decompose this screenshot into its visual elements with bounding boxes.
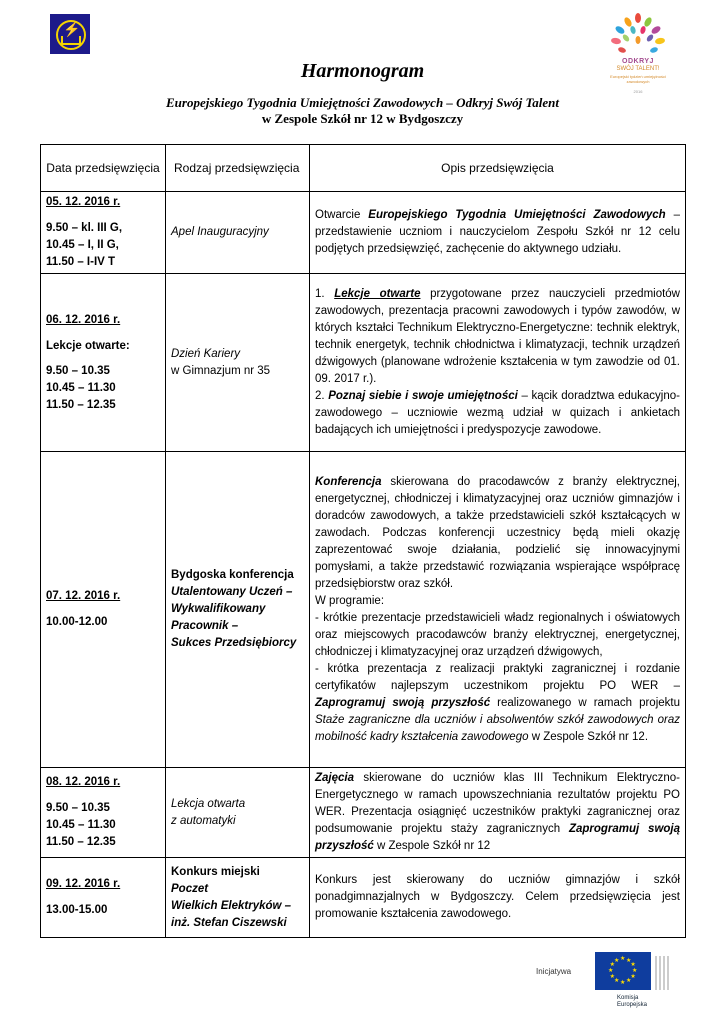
time-slot: 13.00-15.00	[46, 904, 108, 916]
header-date: Data przedsięwzięcia	[41, 145, 166, 192]
table-row	[41, 274, 686, 452]
desc-text: realizowanego w ramach projektu	[490, 696, 680, 709]
description-cell	[310, 274, 686, 452]
event-type: Dzień Kariery	[171, 347, 241, 360]
desc-text: 2.	[315, 390, 329, 402]
eu-star-icon: ★	[609, 974, 615, 980]
event-type: Bydgoska konferencja	[171, 569, 294, 581]
desc-text: skierowana do pracodawców z branży elektrycznej, energetycznej, chłodniczej i klimatyzacyjnej oraz uczniów gimnazjów i doradców zawodowych, a także przedstawicieli szkół kształcących w zawodach. Podczas konferencji uczestnicy będą mieli okazję zaprezentować swoje działania, podzielić się innowacyjnymi pomysłami, a także przedstawić rozwiązania wspierające współpracę przedsiębiorstw oraz szkół.	[315, 475, 680, 590]
eu-star-icon: ★	[614, 957, 620, 964]
description-cell	[310, 858, 686, 938]
event-type: Wykwalifikowany	[171, 603, 266, 615]
header-description: Opis przedsięwzięcia	[310, 145, 686, 192]
table-row	[41, 858, 686, 938]
description-cell	[310, 768, 686, 858]
time-slot: 11.50 – I-IV T	[46, 256, 116, 268]
time-slot: 10.45 – 11.30	[46, 819, 116, 831]
time-slot: 9.50 – 10.35	[46, 364, 110, 377]
type-cell	[166, 858, 310, 938]
desc-emphasis: Lekcje otwarte	[334, 288, 421, 300]
date-cell	[41, 858, 166, 938]
school-logo	[50, 14, 90, 54]
petals-icon	[598, 8, 678, 58]
odkryj-line2: SWÓJ TALENT!	[616, 66, 660, 72]
time-slot: 11.50 – 12.35	[46, 398, 116, 411]
lessons-label: Lekcje otwarte:	[46, 339, 130, 352]
desc-text: skierowane do uczniów klas III Technikum Elektryczno-Energetycznego w ramach upowszechniania rezultatów projektu PO WER. Prezentacja osiągnięć uczestników praktyki zagranicznej oraz podsumowanie projektu staży zagranicznych	[315, 772, 680, 835]
event-date: 06. 12. 2016 r.	[46, 313, 121, 326]
header-type: Rodzaj przedsięwzięcia	[166, 145, 310, 192]
event-type: w Gimnazjum nr 35	[171, 364, 271, 377]
desc-text: Otwarcie	[315, 209, 369, 221]
odkryj-line3: Europejski tydzień umiejętności zawodowych	[610, 74, 666, 84]
odkryj-year: 2016	[633, 89, 643, 94]
event-type: Lekcja otwarta	[171, 797, 246, 810]
eu-star-icon: ★	[626, 957, 632, 964]
desc-emphasis: Europejskiego Tygodnia Umiejętności Zawodowych	[368, 209, 666, 221]
event-type: Pracownik –	[171, 620, 239, 632]
desc-emphasis: Zaprogramuj swoją przyszłość	[315, 696, 491, 709]
event-type: z automatyki	[171, 814, 236, 827]
book-icon	[61, 36, 81, 45]
event-type: Wielkich Elektryków –	[171, 899, 292, 912]
desc-text: w Zespole Szkół nr 12.	[528, 730, 649, 743]
time-slot: 10.45 – I, II G,	[46, 239, 119, 251]
desc-emphasis: Zaprogramuj swoją przyszłość	[315, 823, 681, 852]
type-cell	[166, 192, 310, 274]
eu-star-icon: ★	[626, 978, 632, 985]
time-slot: 10.00-12.00	[46, 616, 108, 628]
desc-emphasis: Konferencja	[315, 475, 382, 488]
desc-text: – przedstawienie uczniom i nauczycielom Zespołu Szkół nr 12 celu podjętych przedsięwzięć, zachęcenie do aktywnego udziału.	[315, 209, 681, 255]
initiative-label: Inicjatywa	[536, 967, 572, 976]
eu-star-icon: ★	[620, 956, 626, 962]
desc-text: Konkurs jest skierowany do uczniów gimnazjów i szkół ponadgimnazjalnych w Bydgoszczy. Celem przedsięwzięcia jest promowanie kształcenia zawodowego.	[315, 874, 680, 920]
desc-text: – kącik doradztwa edukacyjno-zawodowego – uczniowie wezmą udział w quizach i ankietach badających ich umiejętności i predyspozycje zawodowe.	[315, 390, 680, 436]
description-cell	[310, 192, 686, 274]
desc-text: przygotowane przez nauczycieli przedmiotów zawodowych, prezentacja pracowni zawodowych i typów zawodów, w których kształci Technikum Elektryczno-Energetyczne: technik elektryk, technik energetyk, technik chłodnictwa i klimatyzacji, technik urządzeń dźwigowych (planowane wdrożenie kształcenia w tym zawodzie od 01. 09. 2017 r.).	[315, 288, 680, 385]
event-date: 07. 12. 2016 r.	[46, 590, 121, 602]
date-cell	[41, 452, 166, 768]
date-cell	[41, 274, 166, 452]
eu-star-icon: ★	[630, 974, 636, 980]
desc-text: - krótka prezentacja z realizacji praktyki zagranicznej i rozdanie certyfikatów najlepszym uczestnikom projektu PO WER –	[315, 662, 680, 692]
eu-caption2: Europejska	[617, 1002, 648, 1008]
time-slot: 11.50 – 12.35	[46, 836, 116, 848]
event-type: Apel Inauguracyjny	[171, 226, 269, 238]
eu-star-icon: ★	[614, 978, 620, 985]
odkryj-talent-logo	[598, 8, 678, 98]
page-subtitle	[0, 95, 725, 127]
eu-star-icon: ★	[630, 962, 636, 968]
eu-star-icon: ★	[608, 968, 614, 974]
desc-italic: Staże zagraniczne dla uczniów i absolwentów szkół zawodowych oraz mobilność kadry kształcenia zawodowego	[315, 713, 680, 743]
table-row	[41, 192, 686, 274]
table-row	[41, 768, 686, 858]
type-cell	[166, 768, 310, 858]
odkryj-line1: ODKRYJ	[622, 58, 654, 65]
eu-star-icon: ★	[620, 980, 626, 986]
event-date: 05. 12. 2016 r.	[46, 196, 121, 208]
time-slot: 9.50 – 10.35	[46, 802, 110, 814]
time-slot: 9.50 – kl. III G,	[46, 222, 123, 234]
date-cell	[41, 768, 166, 858]
schedule-table	[40, 144, 686, 938]
type-cell	[166, 274, 310, 452]
subtitle-line1: Europejskiego Tygodnia Umiejętności Zawodowych – Odkryj Swój Talent	[165, 95, 559, 110]
desc-text: w Zespole Szkół nr 12	[373, 840, 491, 852]
desc-text: W programie:	[315, 594, 385, 607]
time-slot: 10.45 – 11.30	[46, 381, 116, 394]
event-type: Utalentowany Uczeń –	[171, 586, 293, 598]
eu-caption1: Komisja	[617, 995, 639, 1001]
desc-text: 1.	[315, 288, 335, 300]
subtitle-line2: w Zespole Szkół nr 12 w Bydgoszczy	[261, 111, 464, 126]
page-title: Harmonogram	[300, 60, 425, 82]
eu-star-icon: ★	[632, 968, 638, 974]
event-type: Poczet	[171, 882, 209, 895]
building-icon	[655, 956, 669, 990]
table-row	[41, 452, 686, 768]
lightning-icon: ⚡	[63, 21, 81, 37]
desc-emphasis: Zajęcia	[315, 772, 354, 784]
desc-emphasis: Poznaj siebie i swoje umiejętności	[328, 390, 518, 402]
desc-text: - krótkie prezentacje przedstawicieli władz regionalnych i oświatowych oraz miejscowych pracodawców branży elektrycznej, energetycznej, chłodniczej i klimatyzacyjnej oraz urządzeń dźwigowych,	[315, 611, 680, 658]
type-cell	[166, 452, 310, 768]
event-type: inż. Stefan Ciszewski	[171, 916, 287, 929]
description-cell	[310, 452, 686, 768]
eu-star-icon: ★	[609, 962, 615, 968]
date-cell	[41, 192, 166, 274]
event-type: Konkurs miejski	[171, 865, 260, 878]
eu-flag-icon	[595, 952, 651, 990]
eu-commission-logo	[591, 950, 673, 1010]
event-date: 09. 12. 2016 r.	[46, 878, 121, 890]
table-header-row	[41, 145, 686, 192]
event-date: 08. 12. 2016 r.	[46, 776, 121, 788]
event-type: Sukces Przedsiębiorcy	[171, 637, 297, 649]
